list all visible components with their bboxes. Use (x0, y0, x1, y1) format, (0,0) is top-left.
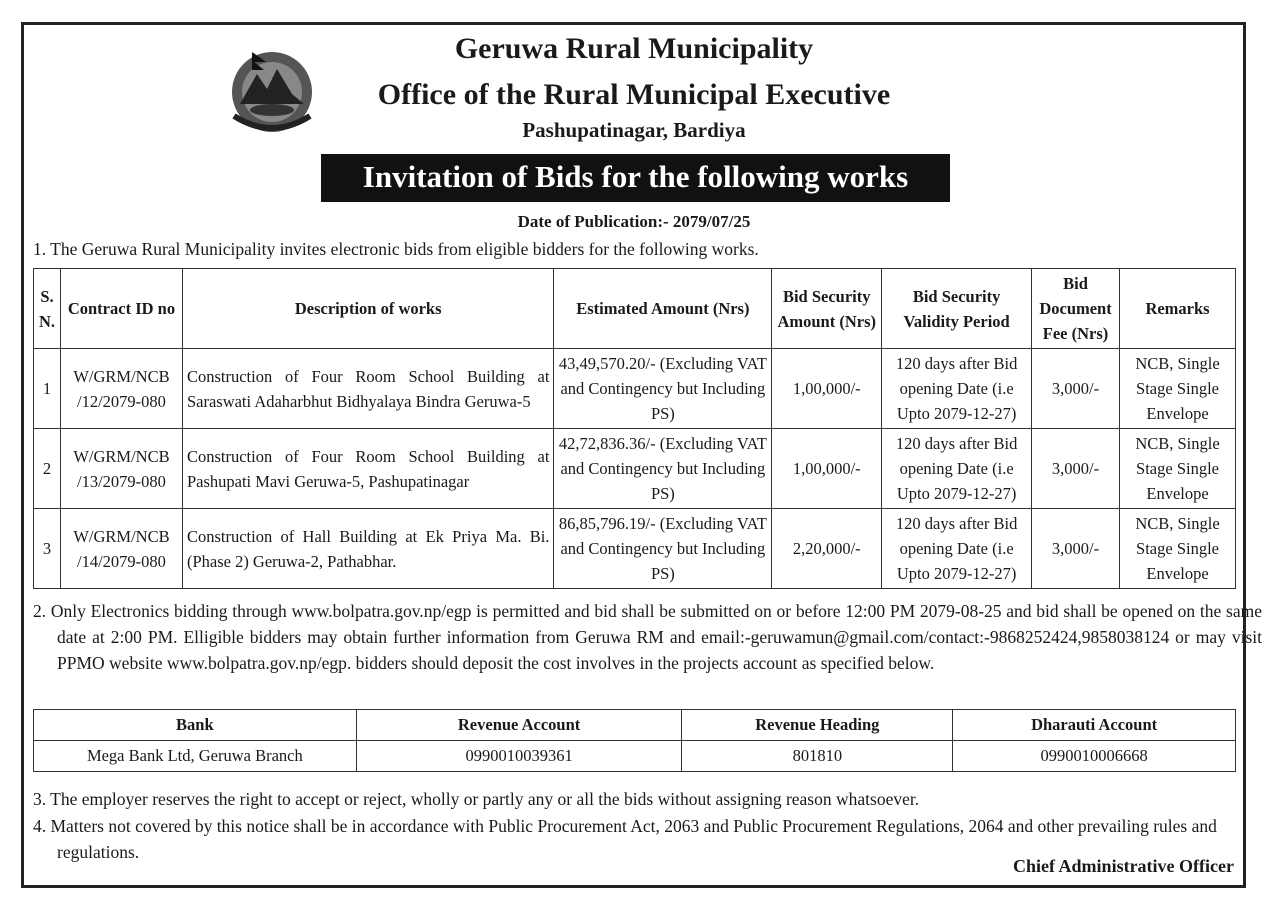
cell-contract: W/GRM/NCB /14/2079-080 (60, 509, 182, 589)
municipality-name: Geruwa Rural Municipality (454, 32, 814, 65)
cell-dharauti-account: 0990010006668 (953, 741, 1236, 772)
invitation-banner: Invitation of Bids for the following works (321, 154, 950, 202)
cell-sn: 3 (34, 509, 61, 589)
cell-estimated: 43,49,570.20/- (Excluding VAT and Contingency but Including PS) (554, 349, 772, 429)
cell-remarks: NCB, Single Stage Single Envelope (1120, 429, 1236, 509)
paragraph-4: 4. Matters not covered by this notice shall be in accordance with Public Procurement Act, 2063 and Public Procurement Regulations, 2064 and other prevailing rules and regulations. (33, 816, 1217, 862)
office-name: Office of the Rural Municipal Executive (377, 78, 891, 111)
bank-table (33, 709, 1236, 772)
cell-fee: 3,000/- (1032, 349, 1120, 429)
office-location: Pashupatinagar, Bardiya (522, 118, 746, 142)
col-header-bank: Bank (34, 710, 357, 741)
cell-revenue-account: 0990010039361 (356, 741, 682, 772)
cell-fee: 3,000/- (1032, 509, 1120, 589)
col-header-validity: Bid Security Validity Period (882, 269, 1032, 349)
cell-security: 1,00,000/- (772, 429, 882, 509)
col-header-description: Description of works (182, 269, 554, 349)
col-header-remarks: Remarks (1120, 269, 1236, 349)
cell-validity: 120 days after Bid opening Date (i.e Upto 2079-12-27) (882, 429, 1032, 509)
cell-revenue-heading: 801810 (682, 741, 953, 772)
cell-estimated: 86,85,796.19/- (Excluding VAT and Contingency but Including PS) (554, 509, 772, 589)
table-row (34, 349, 1236, 429)
cell-fee: 3,000/- (1032, 429, 1120, 509)
bank-header-row (34, 710, 1236, 741)
cell-estimated: 42,72,836.36/- (Excluding VAT and Contingency but Including PS) (554, 429, 772, 509)
cell-contract: W/GRM/NCB /13/2079-080 (60, 429, 182, 509)
col-header-fee: Bid Document Fee (Nrs) (1032, 269, 1120, 349)
cell-sn: 1 (34, 349, 61, 429)
paragraph-3: 3. The employer reserves the right to accept or reject, wholly or partly any or all the bids without assigning reason whatsoever. (33, 789, 920, 809)
cell-remarks: NCB, Single Stage Single Envelope (1120, 349, 1236, 429)
cell-security: 2,20,000/- (772, 509, 882, 589)
publication-date: Date of Publication:- 2079/07/25 (517, 212, 751, 231)
col-header-revenue-account: Revenue Account (356, 710, 682, 741)
cell-description: Construction of Four Room School Building at Pashupati Mavi Geruwa-5, Pashupatinagar (182, 429, 554, 509)
cell-description: Construction of Hall Building at Ek Priya Ma. Bi. (Phase 2) Geruwa-2, Pathabhar. (182, 509, 554, 589)
col-header-estimated: Estimated Amount (Nrs) (554, 269, 772, 349)
cell-sn: 2 (34, 429, 61, 509)
cell-bank: Mega Bank Ltd, Geruwa Branch (34, 741, 357, 772)
paragraph-2: 2. Only Electronics bidding through www.bolpatra.gov.np/egp is permitted and bid shall be submitted on or before 12:00 PM 2079-08-25 and bid shall be opened on the same date at 2:00 PM. Elligible bidders may obtain further information from Geruwa RM and email:-geruwamun@gmail.com/contact:-9868252424,9858038124 or may visit PPMO website www.bolpatra.gov.np/egp. bidders should deposit the cost involves in the projects account as specified below. (33, 601, 1262, 673)
table-header-row (34, 269, 1236, 349)
cell-security: 1,00,000/- (772, 349, 882, 429)
cell-validity: 120 days after Bid opening Date (i.e Upto 2079-12-27) (882, 509, 1032, 589)
table-row (34, 509, 1236, 589)
bids-table (33, 268, 1236, 589)
table-row (34, 429, 1236, 509)
cell-remarks: NCB, Single Stage Single Envelope (1120, 509, 1236, 589)
col-header-security: Bid Security Amount (Nrs) (772, 269, 882, 349)
col-header-contract: Contract ID no (60, 269, 182, 349)
cell-description: Construction of Four Room School Building at Saraswati Adaharbhut Bidhyalaya Bindra Geruwa-5 (182, 349, 554, 429)
cell-contract: W/GRM/NCB /12/2079-080 (60, 349, 182, 429)
cell-validity: 120 days after Bid opening Date (i.e Upto 2079-12-27) (882, 349, 1032, 429)
table-row (34, 741, 1236, 772)
col-header-revenue-heading: Revenue Heading (682, 710, 953, 741)
col-header-dharauti-account: Dharauti Account (953, 710, 1236, 741)
paragraph-1: 1. The Geruwa Rural Municipality invites electronic bids from eligible bidders for the following works. (33, 239, 759, 259)
col-header-sn: S. N. (34, 269, 61, 349)
signature-title: Chief Administrative Officer (1013, 856, 1234, 876)
